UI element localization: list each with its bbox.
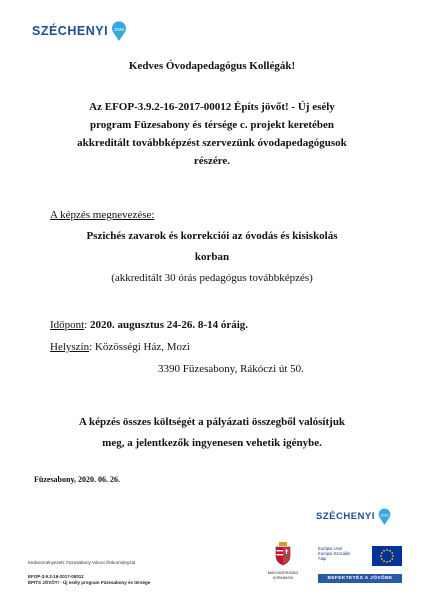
intro-paragraph [0,98,424,170]
intro-line: részére. [193,155,231,167]
cost-line: A képzés összes költségét a pályázati összegből valósítjuk [78,416,346,428]
project-name: ÉPÍTS JÖVŐT! - Új esély program Füzesabony és térsége [28,580,151,585]
training-label: A képzés megnevezése: [50,209,155,221]
footer-szechenyi-logo [316,507,392,526]
training-note: (akkreditált 30 órás pedagógus továbbképzés) [111,272,313,284]
greeting: Kedves Óvodapedagógus Kollégák! [128,60,296,72]
coat-of-arms-icon [273,542,293,566]
training-title-line: Pszichés zavarok és korrekciói az óvodás és kisiskolás [86,230,338,242]
eu-text [318,546,360,561]
date-value: 2020. augusztus 24-26. 8-14 óráig. [90,319,249,331]
eu-line: Európai Szociális [318,551,351,556]
project-code: EFOP-3.9.2-16-2017-00012 [28,574,84,579]
hungarian-government-logo [258,542,308,580]
government-line: KORMÁNYA [272,575,294,580]
footer-logo-badge: 2020 [380,513,389,518]
eu-investment-bar: BEFEKTETÉS A JÖVŐBE [318,574,402,583]
location-pin-icon [110,20,128,42]
project-info [28,574,150,586]
location-pin-icon [377,507,392,526]
szechenyi-2020-logo [32,20,128,42]
footer-logo-wordmark: SZÉCHENYI [316,511,375,522]
logo-wordmark: SZÉCHENYI [32,24,109,38]
eu-line: Európai Unió [318,546,343,551]
place-label: Helyszín [50,341,90,353]
intro-line: akkreditált továbbképzést szervezünk óvodapedagógusok [77,137,347,149]
address: 3390 Füzesabony, Rákóczi út 50. [158,363,304,375]
intro-line: program Füzesabony és térsége c. projekt keretében [89,119,335,131]
place-value: Közösségi Ház, Mozi [94,341,190,353]
dateline: Füzesabony, 2020. 06. 26. [34,475,121,484]
government-line: MAGYARORSZÁG [267,571,299,575]
training-title-line: korban [194,251,230,263]
eu-line: Alap [318,556,327,561]
place-row: Helyszín: Közösségi Ház, Mozi [50,341,190,353]
training-title [0,226,424,268]
date-label: Időpont [50,319,85,331]
beneficiary-text: Kedvezményezett: Füzesabony Városi Önkormányzat [28,560,136,565]
cost-line: meg, a jelentkezők ingyenesen vehetik igénybe. [102,437,322,449]
date-row: Időpont: 2020. augusztus 24-26. 8-14 óráig. [50,319,249,331]
government-text [258,571,308,580]
eu-flag-icon [372,546,402,566]
intro-line: Az EFOP-3.9.2-16-2017-00012 Építs jövőt! - Új esély [89,101,335,113]
logo-badge: 2020 [114,27,125,32]
cost-paragraph [0,412,424,454]
